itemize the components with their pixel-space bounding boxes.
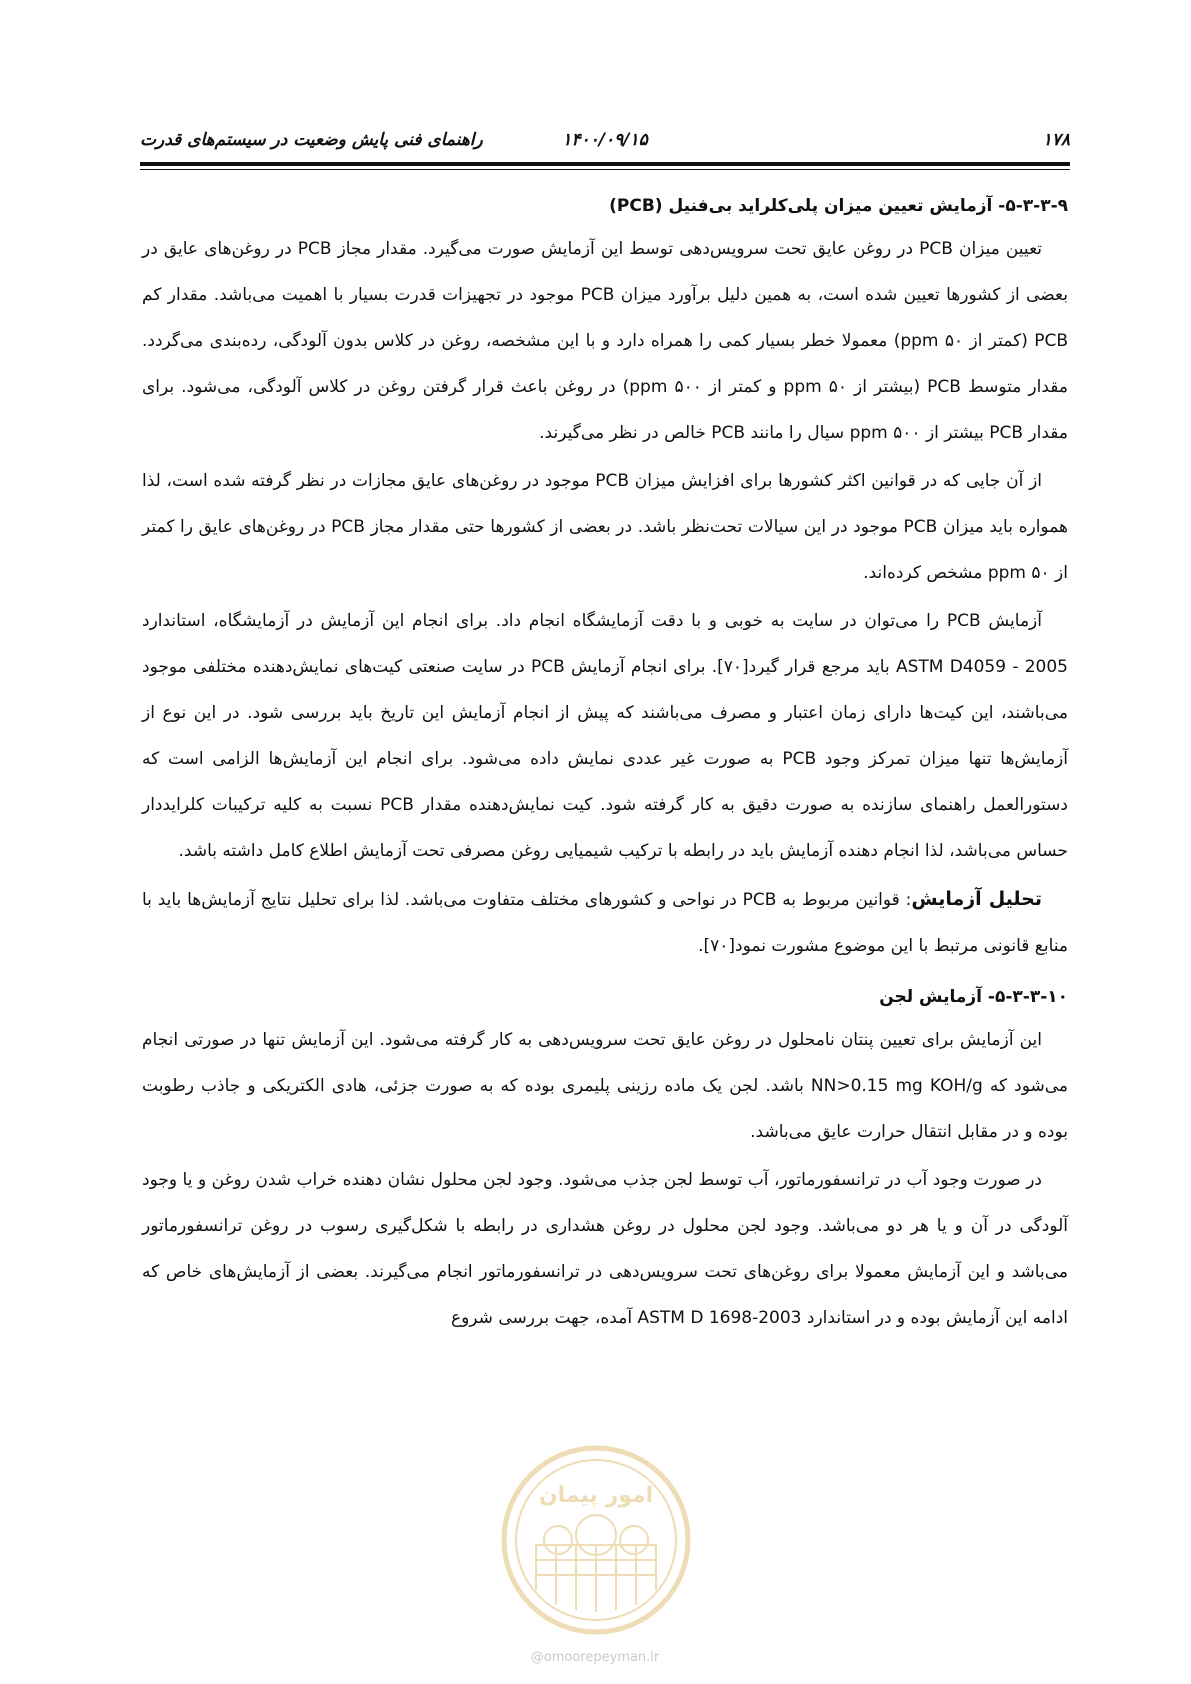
header-title: راهنمای فنی پایش وضعیت در سیستم‌های قدرت bbox=[140, 130, 483, 150]
section-heading-sludge: ۵-۳-۳-۱۰- آزمایش لجن bbox=[879, 987, 1068, 1007]
analysis-term: تحلیل آزمایش bbox=[911, 888, 1042, 910]
document-body bbox=[142, 186, 1068, 1341]
paragraph: در صورت وجود آب در ترانسفورماتور، آب توسط لجن جذب می‌شود. وجود لجن محلول نشان دهنده خراب شدن روغن و یا وجود آلودگی در آن و یا هر دو می‌باشد. وجود لجن محلول در روغن هشداری در رابطه با شکل‌گیری رسوب در روغن ترانسفورماتور می‌باشد و این آزمایش معمولا برای روغن‌های تحت سرویس‌دهی در ترانسفورماتور انجام می‌گیرند. بعضی از آزمایش‌های خاص که ادامه این آزمایش بوده و در استاندارد ASTM D 1698-2003 آمده، جهت بررسی شروع bbox=[142, 1170, 1068, 1328]
page-number: ۱۷۸ bbox=[1042, 130, 1070, 150]
analysis-text: : قوانین مربوط به PCB در نواحی و کشورهای مختلف متفاوت می‌باشد. لذا برای تحلیل نتایج آزمایش‌ها باید با منابع قانونی مرتبط با این موضوع مشورت نمود[۷۰]. bbox=[142, 890, 1068, 956]
header-rule-thick bbox=[140, 162, 1070, 166]
paragraph: تعیین میزان PCB در روغن عایق تحت سرویس‌دهی توسط این آزمایش صورت می‌گیرد. مقدار مجاز PCB در روغن‌های عایق در بعضی از کشورها تعیین شده است، به همین دلیل برآورد میزان PCB موجود در تجهیزات قدرت بسیار با اهمیت می‌باشد. مقدار کم PCB (کمتر از ۵۰ ppm) معمولا خطر بسیار کمی را همراه دارد و با این مشخصه، روغن در کلاس بدون آلودگی، رده‌بندی می‌گردد. مقدار متوسط PCB (بیشتر از ۵۰ ppm و کمتر از ۵۰۰ ppm) در روغن باعث قرار گرفتن روغن در کلاس آلودگی، می‌شود. برای مقدار PCB بیشتر از ۵۰۰ ppm سیال را مانند PCB خالص در نظر می‌گیرند. bbox=[142, 239, 1068, 443]
header-date: ۱۴۰۰/۰۹/۱۵ bbox=[562, 130, 648, 150]
section-heading-pcb: ۵-۳-۳-۹- آزمایش تعیین میزان پلی‌کلراید بی‌فنیل (PCB) bbox=[609, 196, 1068, 216]
analysis-paragraph bbox=[142, 876, 1068, 969]
watermark-logo bbox=[496, 1440, 696, 1640]
page-header bbox=[140, 126, 1070, 156]
watermark-site: @omoorepeyman.ir bbox=[530, 1650, 660, 1665]
paragraph: این آزمایش برای تعیین پنتان نامحلول در روغن عایق تحت سرویس‌دهی به کار گرفته می‌شود. این آزمایش تنها در صورتی انجام می‌شود که NN>0.15 mg KOH/g باشد. لجن یک ماده رزینی پلیمری بوده که به صورت جزئی، هادی الکتریکی و جاذب رطوبت بوده و در مقابل انتقال حرارت عایق می‌باشد. bbox=[142, 1030, 1069, 1142]
paragraph: آزمایش PCB را می‌توان در سایت به خوبی و با دقت آزمایشگاه انجام داد. برای انجام این آزمایش در آزمایشگاه، استاندارد ASTM D4059 - 2005 باید مرجع قرار گیرد[۷۰]. برای انجام آزمایش PCB در سایت صنعتی کیت‌های نمایش‌دهنده مختلفی موجود می‌باشند، این کیت‌ها دارای زمان اعتبار و مصرف می‌باشند که پیش از انجام آزمایش این تاریخ باید بررسی شود. در این نوع از آزمایش‌ها تنها میزان تمرکز وجود PCB به صورت غیر عددی نمایش داده می‌شود. برای انجام این آزمایش‌ها الزامی است که دستورالعمل راهنمای سازنده به صورت دقیق به کار گرفته شود. کیت نمایش‌دهنده مقدار PCB نسبت به کلیه ترکیبات کلرایددار حساس می‌باشد، لذا انجام دهنده آزمایش باید در رابطه با ترکیب شیمیایی روغن مصرفی تحت آزمایش اطلاع کامل داشته باشد. bbox=[142, 611, 1069, 861]
watermark-logo-text: امور پیمان bbox=[538, 1483, 654, 1508]
header-rule-thin bbox=[140, 169, 1070, 170]
paragraph: از آن جایی که در قوانین اکثر کشورها برای افزایش میزان PCB موجود در روغن‌های عایق مجازات در نظر گرفته شده است، لذا همواره باید میزان PCB موجود در این سیالات تحت‌نظر باشد. در بعضی از کشورها حتی مقدار مجاز PCB در روغن‌های عایق را کمتر از ۵۰ ppm مشخص کرده‌اند. bbox=[142, 471, 1068, 583]
